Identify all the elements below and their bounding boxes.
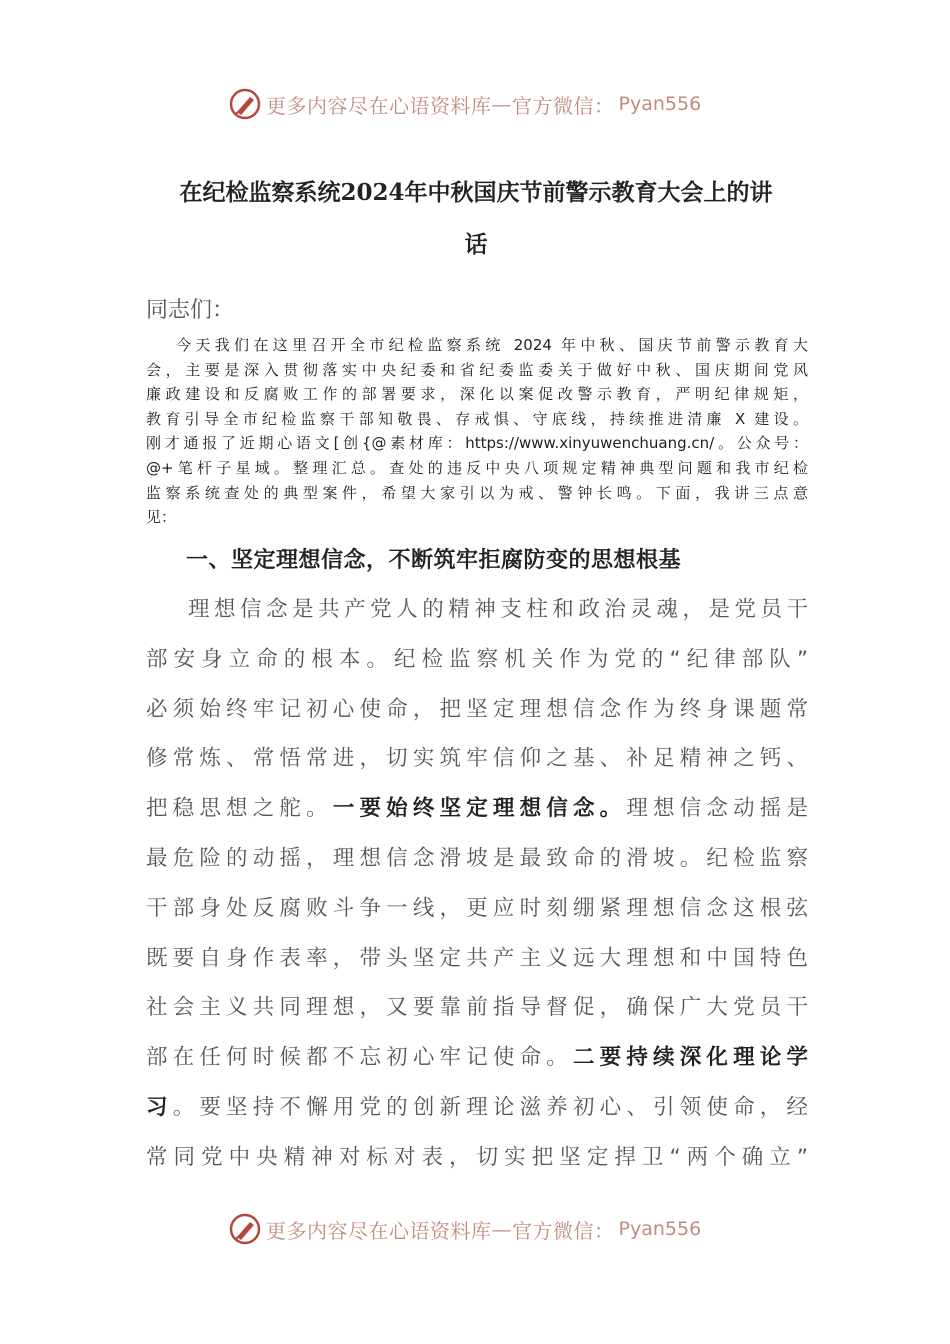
banner-official: 官方微信： [512, 1218, 615, 1243]
body-line: 必须始终牢记初心使命，把坚定理想信念作为终身课题常 [146, 696, 808, 722]
bold-point-1: 一要始终坚定理想信念。 [332, 796, 627, 822]
intro-line: @+笔杆子星域。整理汇总。查处的违反中央八项规定精神典型问题和我市纪检 [146, 458, 808, 477]
body-line: 常同党中央精神对标对表，切实把坚定捍卫“两个确立” [146, 1144, 808, 1170]
body-text: 理想信念动摇是 [626, 796, 808, 822]
body-line: 既要自身作表率，带头坚定共产主义远大理想和中国特色 [146, 945, 808, 971]
banner-contact: Pyan556 [618, 93, 702, 115]
body-text: 把稳思想之舵。 [146, 796, 333, 822]
document-title-cont: 话 [464, 231, 488, 258]
intro-line: 监察系统查处的典型案件，希望大家引以为戒、警钟长鸣。下面，我讲三点意 [146, 483, 808, 502]
pen-logo-icon [228, 87, 262, 121]
body-line: 干部身处反腐败斗争一线，更应时刻绷紧理想信念这根弦 [146, 895, 808, 921]
document-title: 在纪检监察系统2024年中秋国庆节前警示教育大会上的讲 [179, 179, 773, 206]
intro-paragraph [146, 333, 808, 530]
body-text: 。要坚持不懈用党的创新理论滋养初心、引领使命，经 [172, 1094, 808, 1120]
intro-line: 教育引导全市纪检监察干部知敬畏、存戒惧、守底线，持续推进清廉 X 建设。 [146, 409, 808, 428]
body-line [146, 1038, 808, 1088]
body-line [146, 1088, 808, 1138]
section-heading: 一、坚定理想信念，不断筑牢拒腐防变的思想根基 [186, 548, 682, 573]
banner-text: 更多内容尽在心语资料库 [266, 93, 492, 118]
intro-line: 廉政建设和反腐败工作的部署要求，深化以案促改警示教育，严明纪律规矩， [146, 385, 808, 404]
body-paragraph [146, 590, 808, 1188]
intro-line: 会，主要是深入贯彻落实中央纪委和省纪委监委关于做好中秋、国庆期间党风 [146, 360, 808, 379]
banner-text: 更多内容尽在心语资料库 [266, 1218, 492, 1243]
intro-line: 见： [146, 508, 177, 527]
banner-dash: — [491, 1217, 512, 1241]
body-text: 部在任何时候都不忘初心牢记使命。 [146, 1045, 573, 1071]
body-line: 部安身立命的根本。纪检监察机关作为党的“纪律部队” [146, 646, 808, 672]
intro-line: 今天我们在这里召开全市纪检监察系统 2024 年中秋、国庆节前警示教育大 [176, 336, 808, 354]
intro-line: 刚才通报了近期心语文[创{@素材库：https://www.xinyuwenchuang.cn/。公众号： [146, 434, 808, 453]
banner-contact: Pyan556 [618, 1218, 702, 1240]
banner-dash: — [491, 92, 512, 116]
header-banner [0, 84, 950, 124]
bold-point-2: 二要持续深化理论学 [572, 1045, 808, 1071]
body-line: 社会主义共同理想，又要靠前指导督促，确保广大党员干 [146, 995, 808, 1021]
footer-banner [0, 1209, 950, 1249]
body-line: 理想信念是共产党人的精神支柱和政治灵魂，是党员干 [188, 597, 808, 622]
bold-point-2-end: 习 [146, 1094, 173, 1120]
body-line [146, 789, 808, 839]
pen-logo-icon [228, 1212, 262, 1246]
body-line: 最危险的动摇，理想信念滑坡是最致命的滑坡。纪检监察 [146, 845, 808, 871]
banner-official: 官方微信： [512, 93, 615, 118]
body-line: 修常炼、常悟常进，切实筑牢信仰之基、补足精神之钙、 [146, 746, 808, 772]
greeting: 同志们： [146, 298, 235, 323]
